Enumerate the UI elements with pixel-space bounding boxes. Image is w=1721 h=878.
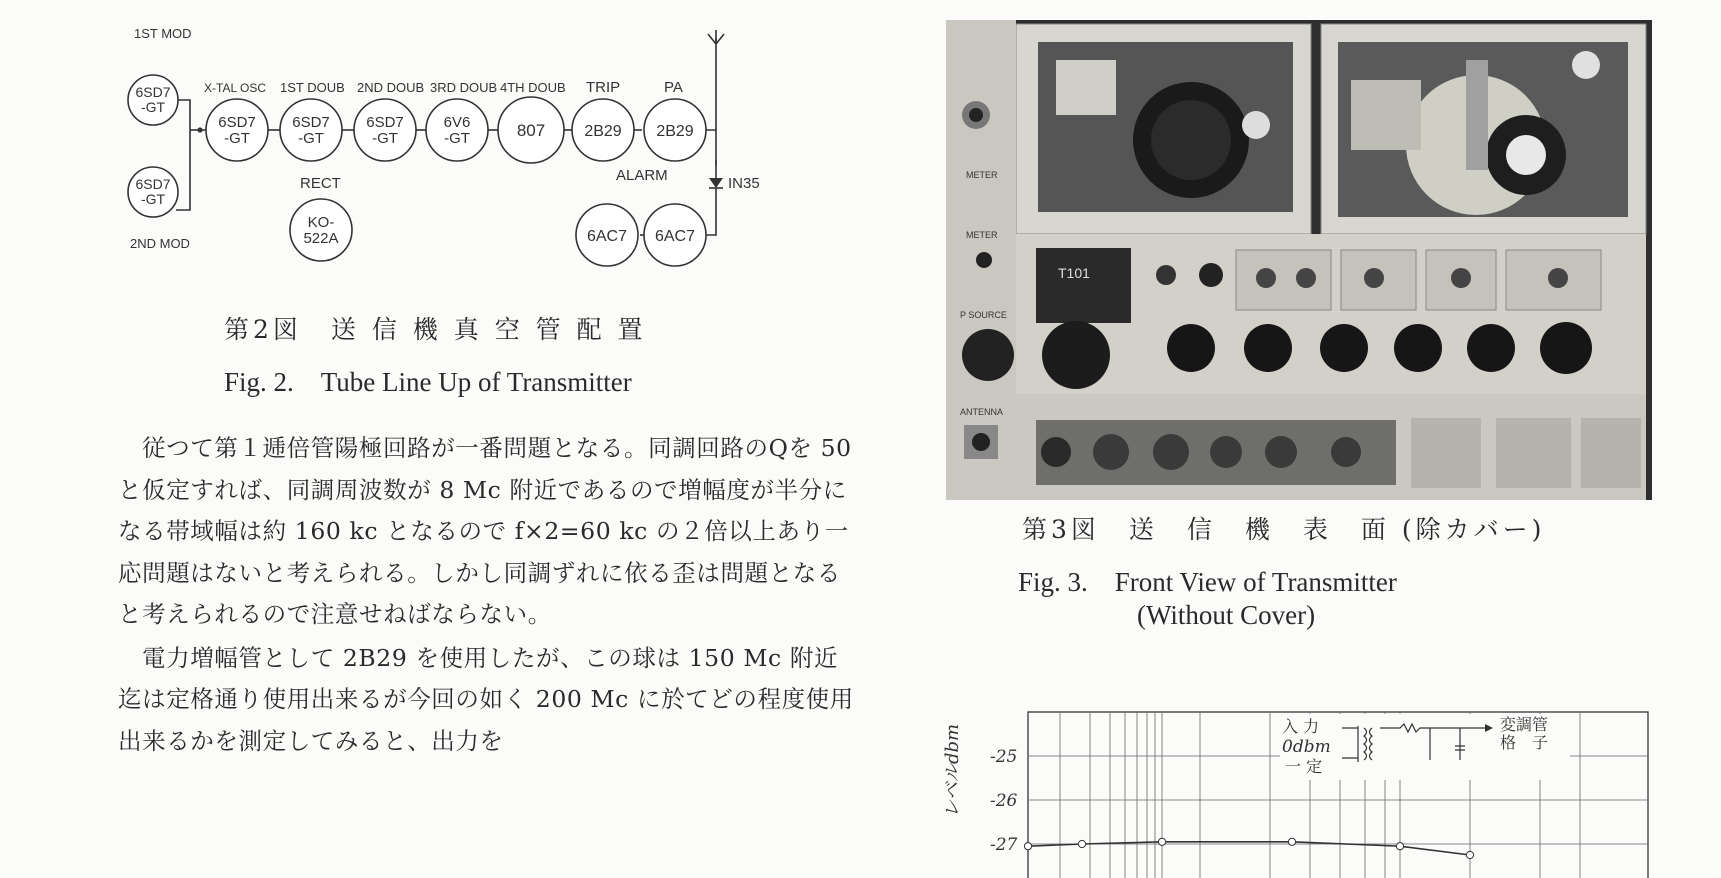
tube-3rd-doub — [426, 99, 488, 161]
tube-2nd-mod — [128, 167, 178, 217]
tube-1st-doub-line2: -GT — [298, 130, 324, 147]
tube-2nd-doub — [354, 99, 416, 161]
label-1st-mod: 1ST MOD — [134, 26, 192, 41]
y-tick-27: -27 — [990, 835, 1018, 855]
tube-2nd-doub-line2: -GT — [372, 130, 398, 147]
tube-1st-mod — [128, 75, 178, 125]
tube-3rd-doub-line2: -GT — [444, 130, 470, 147]
tube-xtal-osc-line2: -GT — [224, 130, 250, 147]
data-point — [1024, 843, 1031, 850]
tube-4th-doub — [498, 97, 564, 163]
tube-xtal-osc — [206, 99, 268, 161]
level-graph — [940, 700, 1660, 878]
body-paragraph-2: 電力増幅管として 2B29 を使用したが、この球は 150 Mc 附近迄は定格通り使用出来るが今回の如く 200 Mc に於てどの程度使用出来るかを測定してみると、出力を — [118, 643, 854, 755]
label-rect: RECT — [300, 175, 341, 192]
data-point — [1288, 838, 1295, 845]
body-paragraph-1: 従つて第１逓倍管陽極回路が一番問題となる。同調回路のQを 50 と仮定すれば、同調周波数が 8 Mc 附近であるので増幅度が半分になる帯域幅は約 160 kc となるので f×2=60 kc の２倍以上あり一応問題はないと考えられる。しかし同調ずれに依る歪は問題となると考えられるので注意せねばならない。 — [118, 434, 852, 628]
inset-label-0dbm: 0dbm — [1282, 737, 1331, 757]
tube-4th-doub-line1: 807 — [516, 121, 546, 140]
tube-trip — [572, 99, 634, 161]
photo-label-p-source: P SOURCE — [960, 310, 1007, 320]
inset-label-grid: 格 子 — [1500, 733, 1549, 752]
photo-label-antenna: ANTENNA — [960, 407, 1004, 417]
tube-lineup-diagram — [120, 20, 880, 290]
transmitter-front-photo — [946, 20, 1652, 500]
data-point — [1466, 851, 1473, 858]
label-alarm: ALARM — [616, 167, 668, 184]
tube-1st-doub-line1: 6SD7 — [292, 114, 330, 131]
figure-3-caption-en-line2: (Without Cover) — [1137, 600, 1316, 630]
label-trip: TRIP — [586, 79, 621, 96]
data-point — [1078, 840, 1085, 847]
tube-2nd-mod-line1: 6SD7 — [135, 176, 171, 192]
label-xtal-osc: X-TAL OSC — [204, 81, 267, 95]
figure-2-caption-en: Fig. 2. Tube Line Up of Transmitter — [224, 367, 632, 397]
tube-1st-mod-line1: 6SD7 — [135, 84, 171, 100]
data-point — [1158, 838, 1165, 845]
graph-inset-circuit — [1280, 714, 1570, 780]
label-2nd-mod: 2ND MOD — [130, 236, 190, 251]
tube-pa-line1: 2B29 — [656, 123, 694, 140]
y-tick-25: -25 — [990, 747, 1018, 767]
inset-label-constant: 一 定 — [1285, 757, 1323, 776]
label-1st-doub: 1ST DOUB — [280, 80, 345, 95]
label-pa: PA — [664, 79, 683, 96]
tube-1st-mod-line2: -GT — [140, 99, 166, 115]
label-3rd-doub: 3RD DOUB — [430, 80, 498, 95]
tube-2nd-doub-line1: 6SD7 — [366, 114, 404, 131]
figure-3-caption-en-line1: Fig. 3. Front View of Transmitter — [1018, 567, 1397, 597]
tube-2nd-mod-line2: -GT — [140, 191, 166, 207]
tube-rect-line1: KO- — [307, 214, 335, 231]
body-text — [118, 428, 860, 764]
tube-rect — [290, 199, 352, 261]
inset-label-input: 入 力 — [1282, 717, 1320, 736]
graph-series — [1024, 838, 1473, 858]
figure-2-caption-jp: 第2図 送 信 機 真 空 管 配 置 — [224, 315, 647, 344]
label-diode-in35: IN35 — [728, 175, 760, 192]
tube-xtal-osc-line1: 6SD7 — [218, 114, 256, 131]
tube-rect-line2: 522A — [303, 230, 339, 247]
tube-alarm-2-line1: 6AC7 — [654, 228, 696, 245]
transmitter-photo-drawing — [946, 20, 1652, 500]
tube-trip-line1: 2B29 — [584, 123, 622, 140]
tube-3rd-doub-line1: 6V6 — [443, 114, 471, 131]
tube-alarm-2 — [644, 204, 706, 266]
label-2nd-doub: 2ND DOUB — [357, 80, 425, 95]
y-axis-label: レベルdbm — [942, 723, 963, 818]
data-point — [1396, 843, 1403, 850]
tube-pa — [644, 99, 706, 161]
inset-label-modulator: 変調管 — [1500, 715, 1549, 734]
tube-alarm-1-line1: 6AC7 — [586, 228, 628, 245]
photo-label-t101: T101 — [1058, 265, 1090, 281]
photo-label-meter-1: METER — [966, 170, 998, 180]
tube-1st-doub — [280, 99, 342, 161]
figure-3-caption-jp: 第3図 送 信 機 表 面 (除カバー) — [1022, 515, 1546, 544]
y-tick-26: -26 — [990, 791, 1018, 811]
photo-label-meter-2: METER — [966, 230, 998, 240]
label-4th-doub: 4TH DOUB — [500, 80, 566, 95]
tube-alarm-1 — [576, 204, 638, 266]
